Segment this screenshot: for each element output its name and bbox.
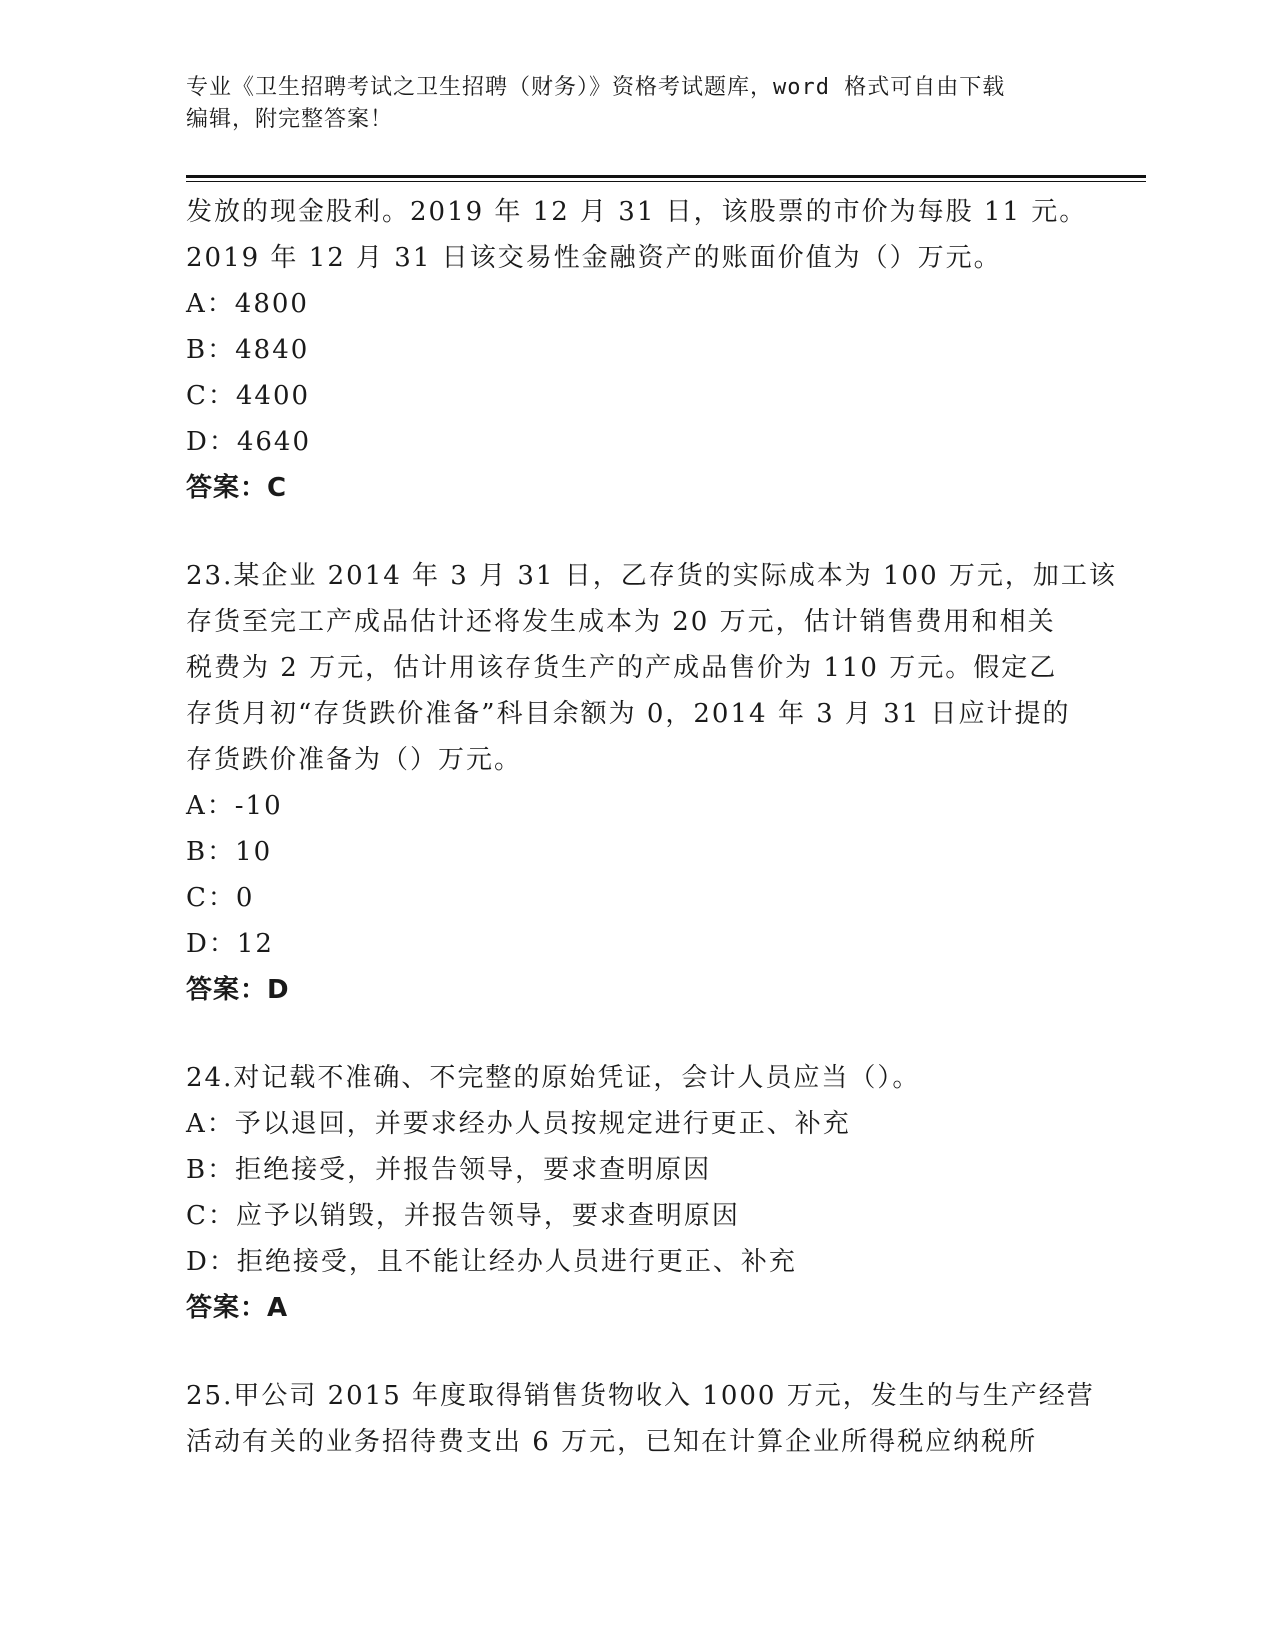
option-b: B：10	[186, 837, 273, 867]
header-divider-thin	[186, 181, 1146, 182]
option-c: C：应予以销毁，并报告领导，要求查明原因	[186, 1201, 740, 1231]
option-a: A：-10	[186, 791, 283, 821]
question-text-line: 2019 年 12 月 31 日该交易性金融资产的账面价值为（）万元。	[186, 243, 1002, 273]
question-text-line: 23.某企业 2014 年 3 月 31 日，乙存货的实际成本为 100 万元，加工该	[186, 561, 1117, 591]
question-text-line: 25.甲公司 2015 年度取得销售货物收入 1000 万元，发生的与生产经营	[186, 1381, 1095, 1411]
option-d: D：4640	[186, 427, 312, 457]
question-content	[186, 189, 1117, 1465]
header-divider-thick	[186, 175, 1146, 178]
answer-label: 答案：C	[186, 473, 288, 503]
question-22	[186, 189, 1086, 511]
question-spacer	[186, 1331, 1086, 1373]
question-spacer	[186, 1013, 1086, 1055]
answer-label: 答案：A	[186, 1293, 289, 1323]
option-a: A：予以退回，并要求经办人员按规定进行更正、补充	[186, 1109, 851, 1139]
question-text-line: 存货跌价准备为（）万元。	[186, 745, 523, 775]
option-d: D：拒绝接受，且不能让经办人员进行更正、补充	[186, 1247, 797, 1277]
option-a: A：4800	[186, 289, 309, 319]
page-header	[186, 72, 1086, 136]
question-spacer	[186, 511, 1086, 553]
question-23	[186, 553, 1117, 1013]
header-title-line-2: 编辑，附完整答案！	[186, 107, 394, 132]
header-title-line-1: 专业《卫生招聘考试之卫生招聘（财务）》资格考试题库，word 格式可自由下载	[186, 75, 1006, 100]
question-25	[186, 1373, 1095, 1465]
option-c: C：0	[186, 883, 255, 913]
question-text-line: 24.对记载不准确、不完整的原始凭证，会计人员应当（）。	[186, 1063, 921, 1093]
question-text-line: 活动有关的业务招待费支出 6 万元，已知在计算企业所得税应纳税所	[186, 1427, 1038, 1457]
option-c: C：4400	[186, 381, 311, 411]
question-text-line: 存货至完工产成品估计还将发生成本为 20 万元，估计销售费用和相关	[186, 607, 1056, 637]
option-d: D：12	[186, 929, 274, 959]
option-b: B：拒绝接受，并报告领导，要求查明原因	[186, 1155, 712, 1185]
question-text-line: 税费为 2 万元，估计用该存货生产的产成品售价为 110 万元。假定乙	[186, 653, 1058, 683]
question-text-line: 存货月初“存货跌价准备”科目余额为 0，2014 年 3 月 31 日应计提的	[186, 699, 1071, 729]
question-text-line: 发放的现金股利。2019 年 12 月 31 日，该股票的市价为每股 11 元。	[186, 197, 1088, 227]
option-b: B：4840	[186, 335, 310, 365]
answer-label: 答案：D	[186, 975, 290, 1005]
question-24	[186, 1055, 1086, 1331]
